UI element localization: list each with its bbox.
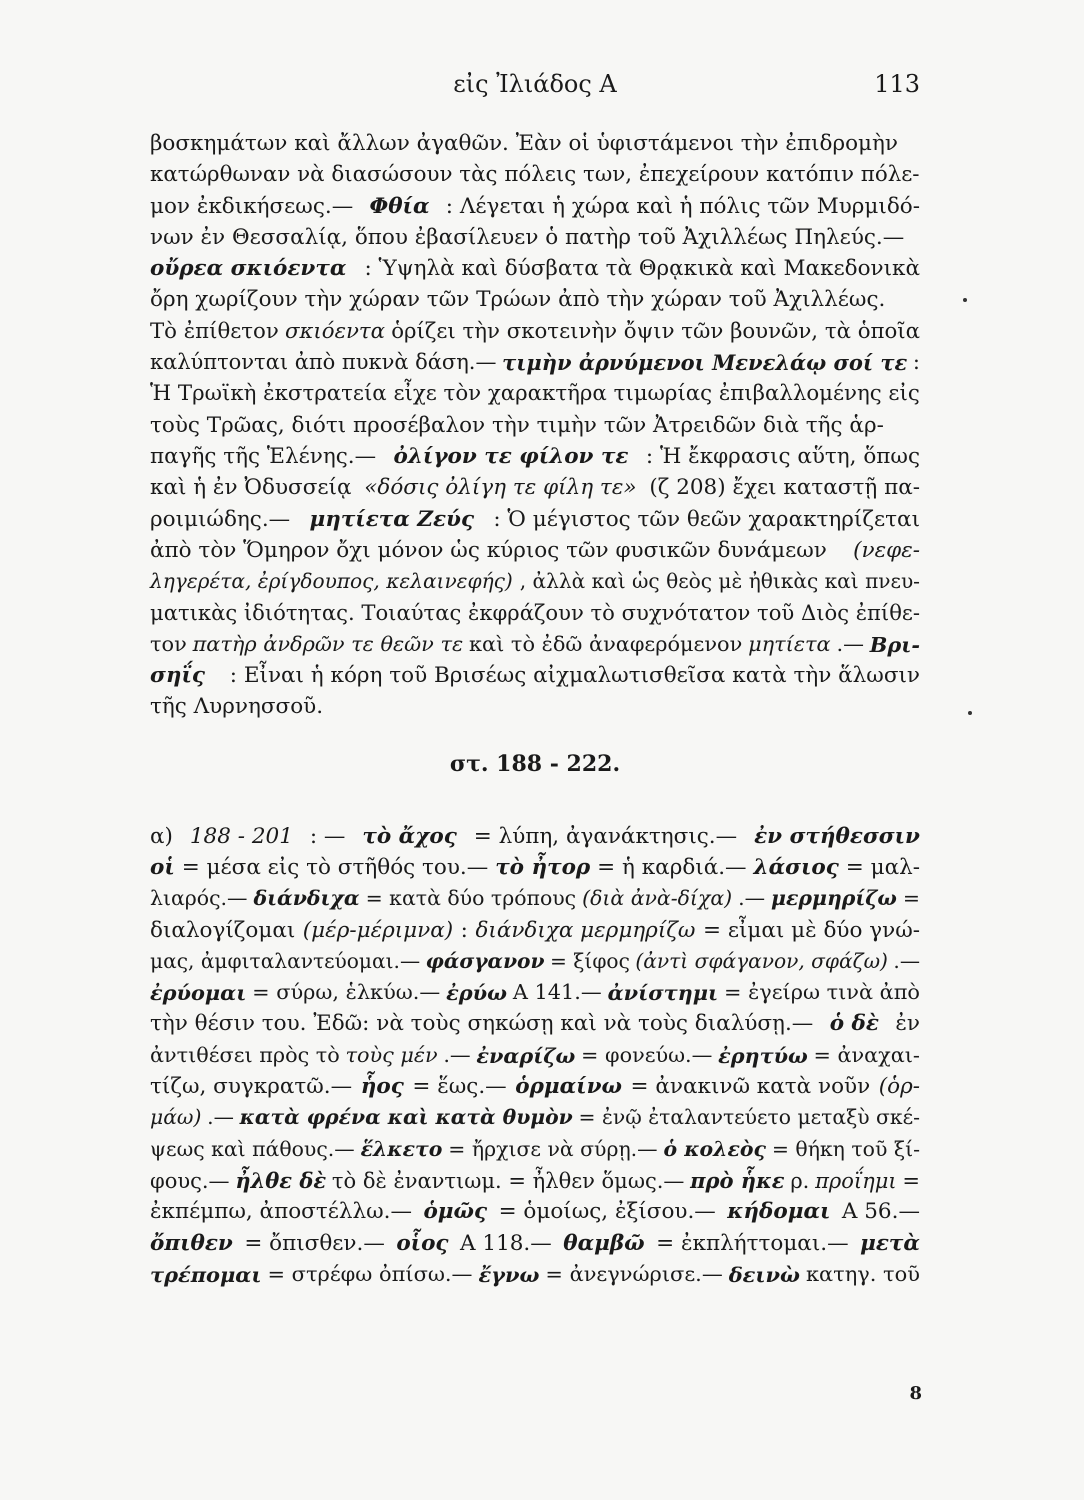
text-segment: ρ. <box>790 1167 810 1193</box>
text-line <box>150 821 920 852</box>
text-segment: ἐκπέμπω, ἀποστέλλω.— <box>150 1199 412 1225</box>
text-segment: = λύπη, ἀγανάκτησις.— <box>473 823 738 849</box>
lemma: μετὰ <box>860 1230 920 1256</box>
lemma: ἕλκετο <box>360 1136 443 1161</box>
lemma: ὁ δὲ <box>829 1011 879 1037</box>
page-header <box>150 64 920 104</box>
text-segment: = ἕως.— <box>412 1074 507 1100</box>
text-segment: τον <box>150 631 187 656</box>
page-number: 113 <box>874 70 920 98</box>
text-segment: .— <box>893 948 920 973</box>
spacer <box>150 805 920 821</box>
italic-term: διάνδιχα μερμηρίζω <box>475 917 696 943</box>
text-segment: μας, ἀμφιταλαντεύομαι.— <box>150 948 421 973</box>
lemma: οἷος <box>396 1230 449 1256</box>
text-line <box>150 1071 920 1102</box>
text-segment: ἐν <box>895 1011 920 1037</box>
text-segment: = κατὰ δύο τρόπους <box>365 886 577 911</box>
lemma: ἐναρίζω <box>476 1042 576 1068</box>
lemma: ἧος <box>360 1074 404 1100</box>
text-line <box>150 629 920 660</box>
text-segment: : <box>460 917 468 943</box>
text-segment: = ἐκπλήττομαι.— <box>656 1230 849 1256</box>
lemma: ἐν στήθεσσιν <box>754 823 920 849</box>
text-segment: Ἡ Τρωϊκὴ ἐκστρατεία εἶχε τὸν χαρακτῆρα τιμωρίας ἐπιβαλλομένης εἰς <box>150 381 920 407</box>
text-segment: ὄρη χωρίζουν τὴν χώραν τῶν Τρώων ἀπὸ τὴν χώραν τοῦ Ἀχιλλέως. <box>150 287 886 313</box>
text-segment: .— <box>836 631 864 656</box>
italic-term: σκιόεντα <box>284 318 386 344</box>
text-segment: = μαλ- <box>845 854 920 880</box>
text-line <box>150 284 920 315</box>
text-line <box>150 1259 920 1290</box>
italic-term: ληγερέτα, ἐρίγδουπος, κελαινεφής) <box>150 569 513 594</box>
text-line <box>150 1008 920 1039</box>
text-segment: : Λέγεται ἡ χώρα καὶ ἡ πόλις τῶν Μυρμιδό- <box>445 193 920 219</box>
text-segment: κατώρθωναν νὰ διασώσουν τὰς πόλεις των, ἐπεχείρουν κατόπιν πόλε- <box>150 162 920 188</box>
text-segment: = φονεύω.— <box>581 1042 713 1067</box>
text-segment: βοσκημάτων καὶ ἄλλων ἀγαθῶν. Ἐὰν οἱ ὑφιστάμενοι τὴν ἐπιδρομὴν <box>150 131 898 156</box>
text-line <box>150 347 920 378</box>
lemma: τρέπομαι <box>150 1261 262 1287</box>
text-line <box>150 410 920 441</box>
text-segment: = ξίφος <box>550 948 630 973</box>
lemma: ὁμῶς <box>423 1199 488 1225</box>
text-line <box>150 441 920 472</box>
lemma: ἐρύω <box>446 980 507 1006</box>
italic-term: «δόσις ὀλίγη τε φίλη τε» <box>364 475 637 501</box>
text-segment: : <box>912 350 920 375</box>
lemma: οὔρεα σκιόεντα <box>150 256 347 282</box>
lemma: ἐρητύω <box>718 1042 808 1068</box>
lemma: ἔγνω <box>478 1261 540 1287</box>
text-line <box>150 1040 920 1071</box>
text-segment: = στρέφω ὀπίσω.— <box>267 1261 473 1286</box>
text-segment: = μέσα εἰς τὸ στῆθός του.— <box>181 854 489 880</box>
margin-dot <box>968 711 972 715</box>
section-heading: στ. 188 - 222. <box>449 750 621 777</box>
text-segment: νων ἐν Θεσσαλίᾳ, ὅπου ἐβασίλευεν ὁ πατὴρ τοῦ Ἀχιλλέως Πηλεύς.— <box>150 224 905 250</box>
text-segment: : Ὑψηλὰ καὶ δύσβατα τὰ Θρᾳκικὰ καὶ Μακεδονικὰ <box>364 256 920 282</box>
text-line <box>150 883 920 914</box>
text-segment: = εἶμαι μὲ δύο γνώ- <box>702 917 920 943</box>
lemma: κήδομαι <box>727 1199 831 1225</box>
italic-term: πατὴρ ἀνδρῶν τε θεῶν τε <box>192 631 464 656</box>
italic-term: (ὁρ- <box>878 1074 920 1100</box>
lemma: ἦλθε δὲ <box>235 1167 327 1193</box>
lemma: λάσιος <box>753 854 839 880</box>
text-segment: ὁρίζει τὴν σκοτεινὴν ὄψιν τῶν βουνῶν, τὰ ὁποῖα <box>391 318 920 344</box>
lemma: δεινὼ <box>728 1261 800 1287</box>
text-line <box>150 159 920 190</box>
italic-term: μητίετα <box>748 631 831 656</box>
text-line <box>150 535 920 566</box>
text-line <box>150 1228 920 1259</box>
running-title: εἰς Ἰλιάδος Α <box>453 70 617 98</box>
lemma: ὀλίγον τε φίλον τε <box>393 443 629 469</box>
text-segment: = <box>902 1167 920 1193</box>
lemma: ὁ κολεὸς <box>663 1136 766 1161</box>
lemma: μερμηρίζω <box>771 886 897 911</box>
lemma: ἐρύομαι <box>150 980 247 1006</box>
text-segment: = ὁμοίως, ἐξίσου.— <box>498 1199 716 1225</box>
lemma: ἀνίστημι <box>607 980 719 1006</box>
lemma: πρὸ ἧκε <box>690 1167 785 1193</box>
signature-mark: 8 <box>909 1383 922 1404</box>
text-segment: ματικὰς ἰδιότητας. Τοιαύτας ἐκφράζουν τὸ συχνότατον τοῦ Διὸς ἐπίθε- <box>150 600 920 626</box>
text-segment: = ἀνεγνώρισε.— <box>545 1261 723 1286</box>
text-segment: ἀπὸ τὸν Ὅμηρον ὄχι μόνον ὡς κύριος τῶν φυσικῶν δυνάμεων <box>150 537 827 563</box>
lemma: σηΐς <box>150 663 205 689</box>
text-segment: = ἀνακινῶ κατὰ νοῦν <box>630 1074 871 1100</box>
lemma: τὸ ἄχος <box>362 823 457 849</box>
text-line <box>150 128 920 159</box>
text-segment: : Ἡ ἔκφρασις αὕτη, ὅπως <box>645 443 920 469</box>
text-line <box>150 915 920 946</box>
text-line <box>150 1134 920 1165</box>
lemma: τὸ ἦτορ <box>495 854 591 880</box>
lemma: θαμβῶ <box>563 1230 645 1256</box>
text-segment: κατηγ. τοῦ <box>805 1261 920 1286</box>
text-segment: = σύρω, ἑλκύω.— <box>252 980 441 1005</box>
lemma: μητίετα Ζεύς <box>309 506 475 532</box>
lemma: Βρι- <box>869 631 920 657</box>
text-line <box>150 852 920 883</box>
italic-term: προΐημι <box>815 1167 897 1193</box>
text-segment: ἀντιθέσει πρὸς τὸ <box>150 1042 340 1067</box>
text-line <box>150 660 920 691</box>
text-segment: = ἤρχισε νὰ σύρῃ.— <box>448 1136 658 1161</box>
text-line <box>150 1102 920 1133</box>
paragraph-commentary <box>150 128 920 723</box>
text-line <box>150 1165 920 1196</box>
text-segment: φους.— <box>150 1167 230 1193</box>
italic-term: (διὰ ἀνὰ-δίχα) <box>582 886 733 911</box>
italic-term: (μέρ-μέριμνα) <box>302 917 454 943</box>
margin-dot <box>963 298 967 302</box>
text-segment: καλύπτονται ἀπὸ πυκνὰ δάση.— <box>150 350 497 375</box>
text-line <box>150 691 920 722</box>
italic-term: (ἀντὶ σφάγανον, σφάζω) <box>635 948 888 973</box>
text-line <box>150 378 920 409</box>
text-line <box>150 472 920 503</box>
lemma: ὁρμαίνω <box>515 1074 622 1100</box>
text-segment: παγῆς τῆς Ἑλένης.— <box>150 443 377 469</box>
text-line <box>150 946 920 977</box>
lemma: κατὰ φρένα καὶ κατὰ θυμὸν <box>239 1105 573 1130</box>
text-line <box>150 191 920 222</box>
text-segment: Α 118.— <box>460 1230 552 1256</box>
text-segment: λιαρός.— <box>150 886 248 911</box>
text-segment: Α 56.— <box>841 1199 920 1225</box>
text-line <box>150 566 920 597</box>
text-segment: .— <box>443 1042 471 1067</box>
text-segment: τὸ δὲ ἐναντιωμ. = ἦλθεν ὅμως.— <box>331 1167 685 1193</box>
text-segment: καὶ ἡ ἐν Ὀδυσσείᾳ <box>150 475 352 501</box>
text-segment: .— <box>207 1105 234 1130</box>
paragraph-glossary <box>150 821 920 1290</box>
text-segment: τὴν θέσιν του. Ἐδῶ: νὰ τοὺς σηκώσῃ καὶ νὰ τοὺς διαλύσῃ.— <box>150 1011 814 1037</box>
text-segment: διαλογίζομαι <box>150 917 296 943</box>
lemma: φάσγανον <box>425 948 545 973</box>
lemma: ὄπιθεν <box>150 1230 233 1256</box>
italic-term: (νεφε- <box>853 537 920 563</box>
text-segment: : Ὁ μέγιστος τῶν θεῶν χαρακτηρίζεται <box>493 506 920 532</box>
text-line <box>150 316 920 347</box>
text-segment: = ἐγείρω τινὰ ἀπὸ <box>723 980 920 1005</box>
text-segment: = ὄπισθεν.— <box>244 1230 385 1256</box>
text-segment: , ἀλλὰ καὶ ὡς θεὸς μὲ ἠθικὰς καὶ πνευ- <box>519 569 920 594</box>
text-segment: μον ἐκδικήσεως.— <box>150 193 354 219</box>
text-segment: = <box>902 886 920 911</box>
text-line <box>150 504 920 535</box>
text-line <box>150 1196 920 1227</box>
lemma: οἱ <box>150 854 175 880</box>
body-text <box>150 128 920 1290</box>
italic-term: μάω) <box>150 1105 202 1130</box>
text-segment: καὶ τὸ ἐδῶ ἀναφερόμενον <box>469 631 743 656</box>
lemma: Φθία <box>369 193 430 219</box>
text-segment: ροιμιώδης.— <box>150 506 291 532</box>
text-segment: τίζω, συγκρατῶ.— <box>150 1074 353 1100</box>
lemma: τιμὴν ἀρνύμενοι Μενελάῳ σοί τε <box>502 350 908 376</box>
text-segment: = ἡ καρδιά.— <box>597 854 747 880</box>
text-segment: = ἀναχαι- <box>813 1042 920 1067</box>
text-segment: = ἐνῷ ἐταλαντεύετο μεταξὺ σκέ- <box>578 1105 920 1130</box>
lemma: διάνδιχα <box>253 886 360 911</box>
italic-term: τοὺς μέν <box>345 1042 438 1067</box>
text-segment: τῆς Λυρνησσοῦ. <box>150 694 324 720</box>
text-segment: Α 141.— <box>512 980 602 1005</box>
text-segment: : Εἶναι ἡ κόρη τοῦ Βρισέως αἰχμαλωτισθεῖσα κατὰ τὴν ἅλωσιν <box>229 663 920 689</box>
text-segment: : — <box>309 823 346 849</box>
text-segment: Τὸ ἐπίθετον <box>150 318 279 344</box>
text-segment: (ζ 208) ἔχει καταστῇ πα- <box>649 475 920 501</box>
text-segment: ψεως καὶ πάθους.— <box>150 1136 355 1161</box>
text-line <box>150 253 920 284</box>
text-line <box>150 222 920 253</box>
text-segment: α) <box>150 823 173 849</box>
verse-range: 188 - 201 <box>189 823 293 849</box>
text-segment: τοὺς Τρῶας, διότι προσέβαλον τὴν τιμὴν τῶν Ἀτρειδῶν διὰ τῆς ἁρ- <box>150 412 884 438</box>
text-segment: = θήκη τοῦ ξί- <box>771 1136 920 1161</box>
text-line <box>150 597 920 628</box>
text-segment: .— <box>738 886 766 911</box>
text-line <box>150 977 920 1008</box>
